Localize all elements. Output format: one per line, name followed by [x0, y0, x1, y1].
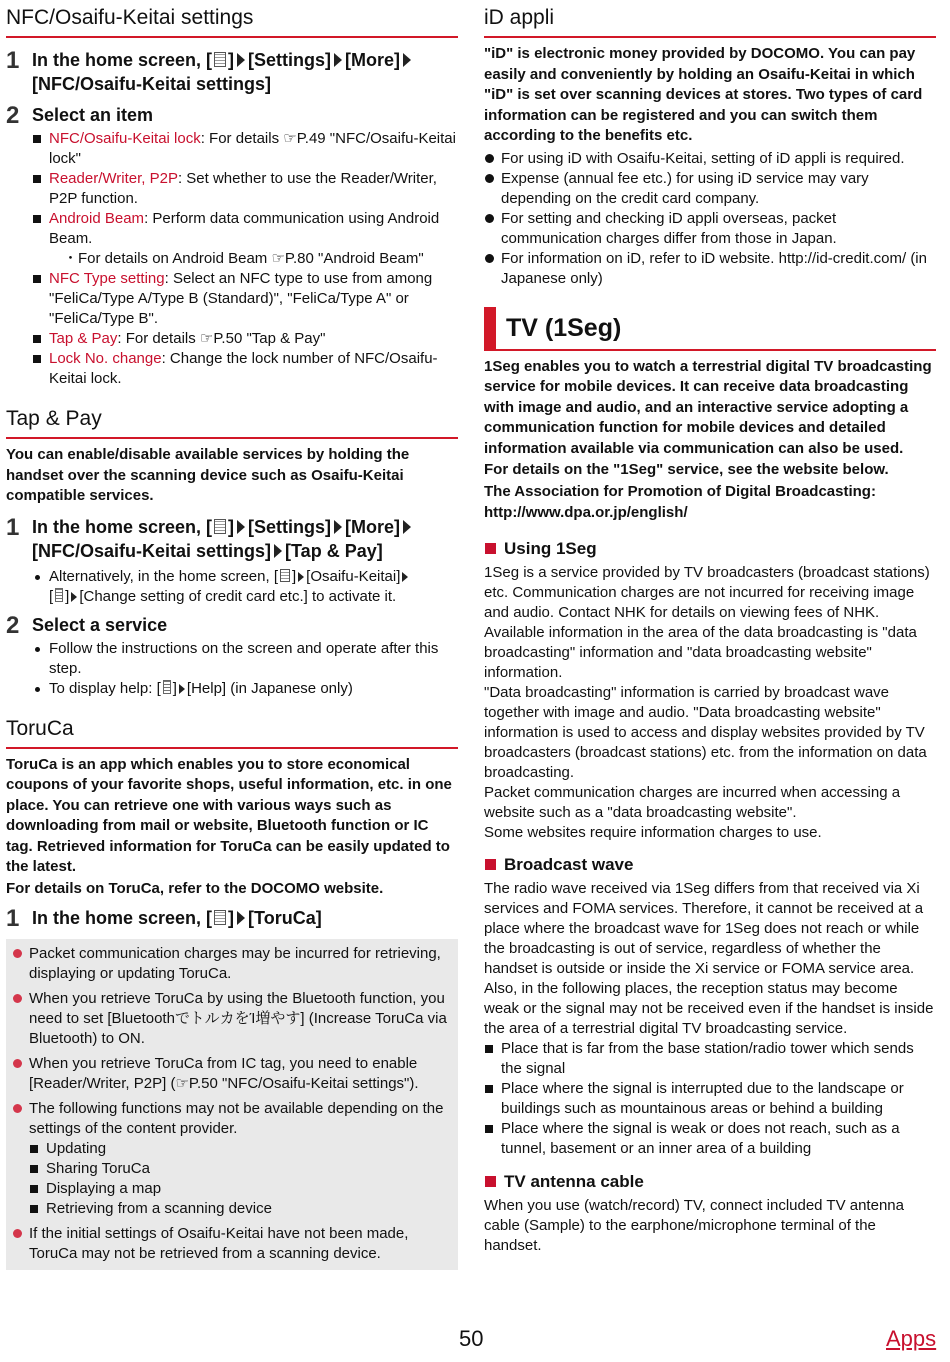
- pointing-hand-icon: ☞: [175, 1075, 189, 1093]
- item-label[interactable]: NFC Type setting: [49, 270, 165, 288]
- apps-key-icon: [214, 910, 226, 925]
- arrow-right-icon: [237, 520, 245, 534]
- tv-lead-url[interactable]: http://www.dpa.or.jp/english/: [484, 504, 688, 522]
- step-number: 2: [6, 611, 20, 639]
- sub-list: [49, 249, 458, 269]
- item-label[interactable]: NFC/Osaifu-Keitai lock: [49, 130, 201, 148]
- right-column: [484, 0, 936, 1256]
- list-item: Android Beam: Perform data communication using Android Beam. ・For details on Android Beam ☞P.80 "Android Beam": [32, 209, 458, 269]
- note-item: If the initial settings of Osaifu-Keitai have not been made, ToruCa may not be retrieved from a scanning device.: [12, 1224, 452, 1264]
- toruca-lead-2: For details on ToruCa, refer to the DOCOMO website.: [6, 879, 384, 897]
- list-item: Retrieving from a scanning device: [29, 1199, 452, 1219]
- arrow-right-icon: [402, 572, 408, 582]
- nfc-item-list: [32, 129, 458, 389]
- list-item: NFC Type setting: Select an NFC type to use from among "FeliCa/Type A/Type B (Standard)", "FeliCa/Type A" or "FeliCa/Type B".: [32, 269, 458, 329]
- paragraph: When you use (watch/record) TV, connect included TV antenna cable (Sample) to the earphone/microphone terminal of the handset.: [484, 1196, 904, 1254]
- toruca-lead: ToruCa is an app which enables you to store economical coupons of your favorite shops, useful information, etc. in one place. You can retrieve one with various ways such as downloading from mail or website, Bluetooth function or IC tag. Retrieved information for ToruCa can be easily updated to the latest.: [6, 755, 452, 876]
- note-item: When you retrieve ToruCa from IC tag, you need to enable [Reader/Writer, P2P] (☞P.50 "NFC/Osaifu-Keitai settings").: [12, 1054, 452, 1094]
- id-bullets: [484, 149, 936, 289]
- paragraph: Packet communication charges are incurred when accessing a website such as a "data broadcasting website".: [484, 783, 901, 821]
- paragraph: 1Seg is a service provided by TV broadcasters (broadcast stations) etc. Communication charges are not incurred for receiving image and audio. Contact NHK for details on viewing fees of NHK.: [484, 563, 930, 621]
- tv-lead-2: For details on the "1Seg" service, see the website below.: [484, 461, 889, 479]
- id-section-title: iD appli: [484, 0, 936, 38]
- apps-key-icon: [214, 52, 226, 67]
- note-item: When you retrieve ToruCa by using the Bluetooth function, you need to set [BluetoothでトルカをΊ増やす] (Increase ToruCa via Bluetooth) to ON.: [12, 989, 452, 1049]
- list-item: Place where the signal is weak or does not reach, such as a tunnel, basement or an inner area of a building: [484, 1119, 936, 1159]
- step-number: 1: [6, 905, 20, 933]
- arrow-right-icon: [334, 520, 342, 534]
- nfc-step-2: 2 Select an item: [6, 102, 154, 130]
- arrow-right-icon: [179, 684, 185, 694]
- list-item: For setting and checking iD appli overseas, packet communication charges differ from those in Japan.: [484, 209, 936, 249]
- tv-lead-3: The Association for Promotion of Digital Broadcasting:: [484, 482, 876, 500]
- section-link-apps[interactable]: Apps: [886, 1326, 937, 1351]
- left-column: [6, 0, 458, 1270]
- toruca-note-box: [6, 939, 458, 1270]
- paragraph: Available information in the area of the data broadcasting is "data broadcasting" information and "data broadcasting website" information.: [484, 623, 917, 681]
- pointing-hand-icon: ☞: [283, 130, 297, 148]
- paragraph: Some websites require information charges to use.: [484, 823, 822, 841]
- menu-key-icon: [55, 588, 63, 602]
- sub-item: ・For details on Android Beam ☞P.80 "Android Beam": [63, 250, 424, 268]
- nfc-step-1: 1 In the home screen, [ ] [Settings] [More] [NFC/Osaifu-Keitai settings]: [6, 48, 458, 96]
- id-lead: "iD" is electronic money provided by DOCOMO. You can pay easily and conveniently by holding an Osaifu-Keitai in which "iD" is set over scanning devices at stores. Two types of card information can be registered and you can switch them according to the benefits etc.: [484, 45, 923, 145]
- pointing-hand-icon: ☞: [199, 330, 214, 348]
- toruca-section-title: ToruCa: [6, 711, 458, 749]
- apps-key-icon: [280, 569, 290, 582]
- arrow-right-icon: [71, 592, 77, 602]
- note-item: Packet communication charges may be incurred for retrieving, displaying or updating ToruCa.: [12, 944, 452, 984]
- tv-section-title: TV (1Seg): [484, 307, 936, 351]
- arrow-right-icon: [403, 520, 411, 534]
- list-item: To display help: [ ] [Help] (in Japanese only): [32, 679, 458, 699]
- arrow-right-icon: [403, 53, 411, 67]
- note-item: The following functions may not be available depending on the settings of the content provider. Updating Sharing ToruCa Displaying a map Retrieving from a scanning device: [12, 1099, 452, 1219]
- step-number: 1: [6, 513, 20, 541]
- tap-step2-notes: [32, 639, 458, 699]
- tap-section-title: Tap & Pay: [6, 401, 458, 439]
- list-item: Place that is far from the base station/radio tower which sends the signal: [484, 1039, 936, 1079]
- list-item: Displaying a map: [29, 1179, 452, 1199]
- page-number: 50: [459, 1326, 484, 1351]
- paragraph: "Data broadcasting" information is carried by broadcast wave together with image and audio. "Data broadcasting website" information is used to access and display websites provided by TV broadcasters (broadcast stations) etc. from the information on data broadcasting.: [484, 683, 927, 781]
- function-list: [29, 1139, 452, 1219]
- pointing-hand-icon: ☞: [271, 250, 285, 268]
- list-item: Updating: [29, 1139, 452, 1159]
- list-item: Sharing ToruCa: [29, 1159, 452, 1179]
- list-item: Expense (annual fee etc.) for using iD service may vary depending on the credit card company.: [484, 169, 936, 209]
- paragraph: Also, in the following places, the reception status may become weak or the signal may not be received even if the handset is inside the area of a terrestrial digital TV broadcasting service.: [484, 979, 934, 1037]
- tap-step-1: 1 In the home screen, [ ] [Settings] [More] [NFC/Osaifu-Keitai settings] [Tap & Pay]: [6, 515, 458, 563]
- tap-step-2: 2 Select a service: [6, 611, 168, 639]
- list-item: Follow the instructions on the screen and operate after this step.: [32, 639, 458, 679]
- step-number: 2: [6, 102, 20, 130]
- arrow-right-icon: [298, 572, 304, 582]
- toruca-step-1: 1 In the home screen, [ ] [ToruCa]: [6, 905, 322, 933]
- item-label[interactable]: Reader/Writer, P2P: [49, 170, 178, 188]
- tap-step1-notes: [32, 567, 458, 607]
- tap-lead: You can enable/disable available services by holding the handset over the scanning device such as Osaifu-Keitai compatible services.: [6, 446, 410, 505]
- nfc-section-title: NFC/Osaifu-Keitai settings: [6, 0, 458, 38]
- step-number: 1: [6, 47, 20, 75]
- arrow-right-icon: [334, 53, 342, 67]
- apps-key-icon: [214, 519, 226, 534]
- list-item: Alternatively, in the home screen, [ ] [Osaifu-Keitai] [ ] [Change setting of credit card etc.] to activate it.: [32, 567, 458, 607]
- item-label[interactable]: Android Beam: [49, 210, 145, 228]
- list-item: NFC/Osaifu-Keitai lock: For details ☞P.49 "NFC/Osaifu-Keitai lock": [32, 129, 458, 169]
- list-item: Lock No. change: Change the lock number of NFC/Osaifu-Keitai lock.: [32, 349, 458, 389]
- list-item: For using iD with Osaifu-Keitai, setting of iD appli is required.: [484, 149, 936, 169]
- arrow-right-icon: [237, 911, 245, 925]
- list-item: Reader/Writer, P2P: Set whether to use the Reader/Writer, P2P function.: [32, 169, 458, 209]
- list-item: For information on iD, refer to iD website. http://id-credit.com/ (in Japanese only): [484, 249, 936, 289]
- arrow-right-icon: [274, 544, 282, 558]
- tv-lead: 1Seg enables you to watch a terrestrial digital TV broadcasting service for mobile devices. It can receive data broadcasting with image and audio, and an interactive service adopting a communication function for mobile devices and detailed information available via communication can also be used.: [484, 357, 932, 457]
- paragraph: The radio wave received via 1Seg differs from that received via Xi services and FOMA services. Therefore, it cannot be received at a place where the broadcast wave for 1Seg does not reach or while the broadcasting is out of service, regardless of whether the handset is outside or inside the Xi service or FOMA service area.: [484, 879, 924, 977]
- item-label[interactable]: Tap & Pay: [49, 330, 118, 348]
- tv-antenna-heading: TV antenna cable: [484, 1171, 936, 1193]
- list-item: Tap & Pay: For details ☞P.50 "Tap & Pay": [32, 329, 458, 349]
- list-item: Place where the signal is interrupted due to the landscape or buildings such as mountainous areas or behind a building: [484, 1079, 936, 1119]
- broadcast-wave-heading: Broadcast wave: [484, 854, 936, 876]
- menu-key-icon: [163, 680, 171, 694]
- note-list: [12, 944, 452, 1264]
- reception-places-list: [484, 1039, 936, 1159]
- arrow-right-icon: [237, 53, 245, 67]
- item-label[interactable]: Lock No. change: [49, 350, 162, 368]
- using-1seg-heading: Using 1Seg: [484, 538, 936, 560]
